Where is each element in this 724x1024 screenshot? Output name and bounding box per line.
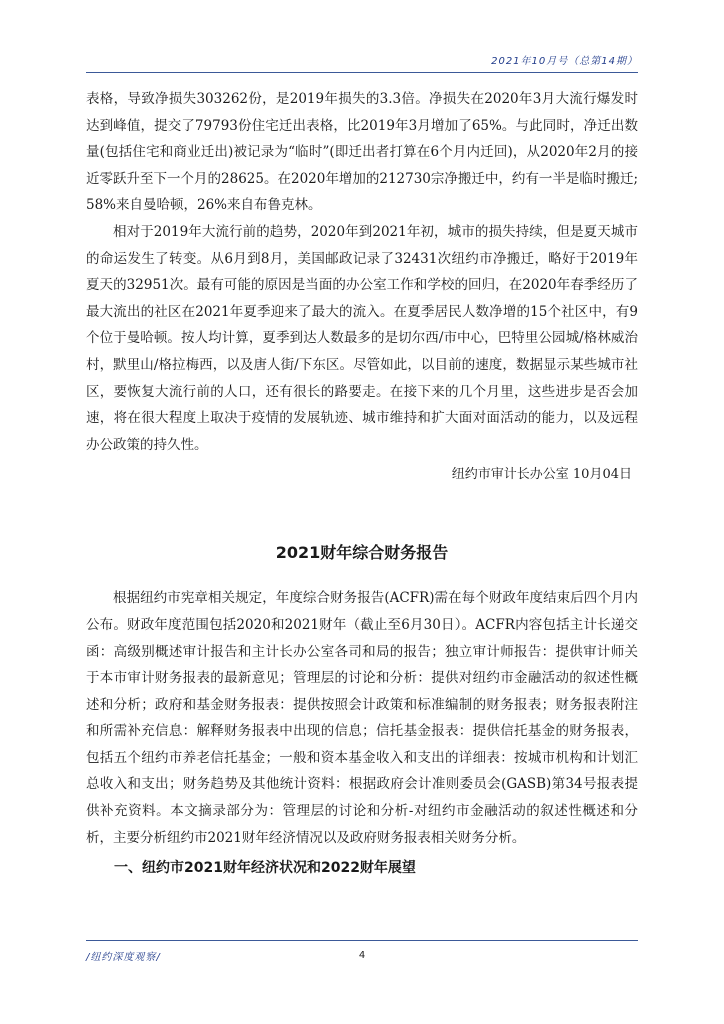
page-number: 4: [358, 950, 366, 961]
footer-divider: [86, 940, 638, 941]
paragraph-3: 根据纽约市宪章相关规定，年度综合财务报告(ACFR)需在每个财政年度结束后四个月内公布。财政年度范围包括2020和2021财年（截止至6月30日）。ACFR内容包括主计长递交函：高级别概述审计报告和主计长办公室各司和局的报告；独立审计师报告：提供审计师关于本市审计财务报表的最新意见；管理层的讨论和分析：提供对纽约市金融活动的叙述性概述和分析；政府和基金财务报表：提供按照会计政策和标准编制的财务报表；财务报表附注和所需补充信息：解释财务报表中出现的信息；信托基金报表：提供信托基金的财务报表，包括五个纽约市养老信托基金；一般和资本基金收入和支出的详细表：按城市机构和计划汇总收入和支出；财务趋势及其他统计资料：根据政府会计准则委员会(GASB)第34号报表提供补充资料。本文摘录部分为：管理层的讨论和分析-对纽约市金融活动的叙述性概述和分析，主要分析纽约市2021财年经济情况以及政府财务报表相关财务分析。: [86, 590, 638, 846]
signature: 纽约市审计长办公室 10月04日: [451, 467, 632, 483]
header-divider: [86, 72, 638, 73]
issue-label: 2021年10月号（总第14期）: [491, 56, 638, 67]
publication-name: /纽约深度观察/: [86, 952, 161, 963]
subheading: 一、纽约市2021财年经济状况和2022财年展望: [114, 860, 416, 877]
section-title: 2021财年综合财务报告: [275, 543, 449, 563]
paragraph-1: 表格，导致净损失303262份，是2019年损失的3.3倍。净损失在2020年3月大流行爆发时达到峰值，提交了79793份住宅迁出表格，比2019年3月增加了65%。与此同时，净迁出数量(包括住宅和商业迁出)被记录为“临时”(即迁出者打算在6个月内迁回)，从2020年2月的接近零跃升至下一个月的28625。在2020年增加的212730宗净搬迁中，约有一半是临时搬迁;58%来自曼哈顿，26%来自布鲁克林。: [86, 91, 638, 214]
paragraph-2: 相对于2019年大流行前的趋势，2020年到2021年初，城市的损失持续，但是夏天城市的命运发生了转变。从6月到8月，美国邮政记录了32431次纽约市净搬迁，略好于2019年夏天的32951次。最有可能的原因是当面的办公室工作和学校的回归，在2020年春季经历了最大流出的社区在2021年夏季迎来了最大的流入。在夏季居民人数净增的15个社区中，有9个位于曼哈顿。按人均计算，夏季到达人数最多的是切尔西/市中心，巴特里公园城/格林威治村，默里山/格拉梅西，以及唐人街/下东区。尽管如此，以目前的速度，数据显示某些城市社区，要恢复大流行前的人口，还有很长的路要走。在接下来的几个月里，这些进步是否会加速，将在很大程度上取决于疫情的发展轨迹、城市维持和扩大面对面活动的能力，以及远程办公政策的持久性。: [86, 223, 638, 453]
article-body: [86, 86, 638, 881]
